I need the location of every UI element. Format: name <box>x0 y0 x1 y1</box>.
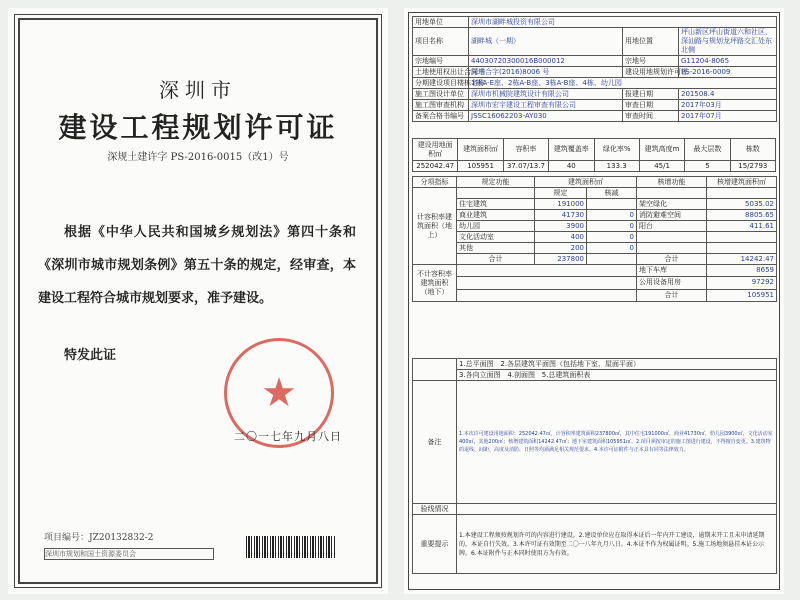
val-coverage: 40 <box>549 161 594 172</box>
sum-value: 237800 <box>535 254 587 265</box>
hdr-height: 建筑高度m <box>639 139 684 161</box>
label-report-date: 报建日期 <box>623 89 679 100</box>
label-reminder: 重要提示 <box>413 515 457 574</box>
hdr-area: 建筑面积㎡ <box>535 177 637 188</box>
added-function-name: 消防避难空间 <box>637 210 707 221</box>
project-name: 湖畔城（一期） <box>469 28 623 56</box>
label-land-contract: 土地使用权出让合同书 <box>413 67 469 78</box>
hdr-function: 规定功能 <box>457 177 535 188</box>
special-issue-text: 特发此证 <box>64 348 117 363</box>
hdr-added-function: 核增功能 <box>637 177 707 188</box>
function-reduced: 0 <box>587 232 637 243</box>
annex-list-2 <box>457 370 777 381</box>
land-permit: PS-2016-0009 <box>679 67 777 78</box>
function-area: 41730 <box>535 210 587 221</box>
city-name: 深圳市 <box>159 78 237 102</box>
sum-label-right: 合计 <box>637 254 707 265</box>
label-parcel-no: 宗地号 <box>623 56 679 67</box>
annex-list <box>457 359 777 370</box>
val-floor-area: 105951 <box>458 161 503 172</box>
added-function-area: 411.61 <box>707 221 777 232</box>
function-area-table <box>412 176 777 302</box>
official-red-seal: ★ <box>224 338 334 448</box>
function-reduced: 0 <box>587 221 637 232</box>
project-info-table <box>412 16 777 122</box>
function-reduced: 0 <box>587 243 637 254</box>
parcel-code: 44030720300016B000012 <box>469 56 623 67</box>
function-name: 住宅建筑 <box>457 199 535 210</box>
verify-value <box>457 504 777 515</box>
function-area: 191000 <box>535 199 587 210</box>
function-area: 200 <box>535 243 587 254</box>
permit-body-text: 根据《中华人民共和国城乡规划法》第四十条和《深圳市城市规划条例》第五十条的规定，经审查，本建设工程符合城市规划要求，准予建设。 <box>38 225 356 306</box>
under-value: 8659 <box>707 265 777 277</box>
certificate-detail-page <box>404 8 784 594</box>
function-name: 幼儿园 <box>457 221 535 232</box>
permit-code: 深规土建许字 PS-2016-0015（改1）号 <box>107 152 289 163</box>
label-under-ground: 不计容积率建筑面积（地下） <box>413 265 457 302</box>
sum-right-value: 14242.47 <box>707 254 777 265</box>
val-building-count: 15/2793 <box>730 161 775 172</box>
hdr-green-rate: 绿化率% <box>594 139 639 161</box>
label-verify: 验线情况 <box>413 504 457 515</box>
hdr-land-area: 建设用地面积㎡ <box>413 139 458 161</box>
added-function-name: 架空绿化 <box>637 199 707 210</box>
sub-reduced: 核减 <box>587 188 637 199</box>
indicators-table <box>412 138 776 172</box>
annex-notes-table <box>412 358 777 574</box>
label-land-permit: 建设用地规划许可证 <box>623 67 679 78</box>
added-function-area: 5035.02 <box>707 199 777 210</box>
land-unit: 深圳市湖畔城投资有限公司 <box>469 17 777 28</box>
authority-stamp: 深圳市规划和国土资源委员会 <box>44 548 214 560</box>
label-buildings: 分期建设项目楼栋名称 <box>413 78 469 89</box>
label-land-unit: 用地单位 <box>413 17 469 28</box>
under-item: 地下车库 <box>637 265 707 277</box>
function-area: 3900 <box>535 221 587 232</box>
label-review-unit: 施工图审查机构 <box>413 100 469 111</box>
hdr-building-count: 栋数 <box>730 139 775 161</box>
land-contract: 深地合字(2016)8006 号 <box>469 67 623 78</box>
val-height: 45/1 <box>639 161 684 172</box>
parcel-no: G11204-8065 <box>679 56 777 67</box>
hdr-floor-area: 建筑面积㎡ <box>458 139 503 161</box>
label-location: 用地位置 <box>623 28 679 56</box>
annex-item: 2.各层建筑平面图（包括地下室、屋面平面） <box>500 359 641 368</box>
project-number: 项目编号：JZ20132832-2 <box>44 533 154 543</box>
function-area: 400 <box>535 232 587 243</box>
review-unit: 深圳市宏宇建设工程审查有限公司 <box>469 100 623 111</box>
annex-item: 5.总建筑面积表 <box>541 370 591 379</box>
under-sum-value: 105951 <box>707 289 777 301</box>
hdr-item: 分项指标 <box>413 177 457 188</box>
under-sum-label: 合计 <box>637 289 707 301</box>
label-review-date: 审查日期 <box>623 100 679 111</box>
function-name: 其他 <box>457 243 535 254</box>
under-value: 97292 <box>707 277 777 289</box>
val-land-area: 252042.47 <box>413 161 458 172</box>
annex-item: 3.各向立面图 <box>459 370 501 379</box>
buildings: 1栋A-E座、2栋A-B座、3栋A-B座、4栋、幼儿园 <box>469 78 777 89</box>
hdr-plot-ratio: 容积率 <box>503 139 548 161</box>
review-date: 2017年03月 <box>679 100 777 111</box>
report-date: 201508.4 <box>679 89 777 100</box>
review-time: 2017年07月 <box>679 111 777 122</box>
hdr-max-floors: 最大层数 <box>685 139 730 161</box>
hdr-added-area: 核增建筑面积㎡ <box>707 177 777 188</box>
val-green-rate: 133.3 <box>594 161 639 172</box>
sub-specified: 规定 <box>535 188 587 199</box>
val-max-floors: 5 <box>685 161 730 172</box>
notes-text: 1.本次许可建设用地面积：252042.47㎡，计容积率建筑面积237800㎡，其中住宅191000㎡，商业41730㎡，幼儿园3900㎡，文化活动室400㎡，其他200㎡；核增建筑面积14242.47㎡；地下室建筑面积105951㎡。2.项目须按审定的施工图进行建设，不得擅自变更。3.建筑物的退线、间距、高度及消防、日照等均须满足相关规范要求。4.本许可证附件与正本具有同等法律效力。 <box>457 381 777 504</box>
label-review-time: 审查时间 <box>623 111 679 122</box>
label-annex <box>413 359 457 381</box>
permit-title: 建设工程规划许可证 <box>58 111 338 144</box>
reminder-text: 1.本建设工程须按规划许可的内容进行建设。2.建设单位应在取得本证后一年内开工建设，逾期未开工且未申请延期的，本证自行失效。3.本许可证有效期至二〇一八年九月八日。4.本证不作为权属证明。5.施工场地须悬挂本证公示牌。6.本证附件与正本同时使用方为有效。 <box>457 515 777 574</box>
val-plot-ratio: 37.07/13.7 <box>503 161 548 172</box>
record-no: JSSC16062203-AY030 <box>469 111 623 122</box>
added-function-area: 8805.65 <box>707 210 777 221</box>
design-unit: 深圳市机械院建筑设计有限公司 <box>469 89 623 100</box>
label-record-no: 备案合格书编号 <box>413 111 469 122</box>
hdr-coverage: 建筑覆盖率 <box>549 139 594 161</box>
location: 坪山新区坪山街道六和社区，深汕路与规划龙坪路交汇处东北侧 <box>679 28 777 56</box>
label-design-unit: 施工图设计单位 <box>413 89 469 100</box>
certificate-front-page <box>8 8 388 594</box>
label-project-name: 项目名称 <box>413 28 469 56</box>
function-reduced: 0 <box>587 210 637 221</box>
function-name: 商业建筑 <box>457 210 535 221</box>
annex-item: 1.总平面图 <box>459 359 494 368</box>
label-parcel-code: 宗地编号 <box>413 56 469 67</box>
barcode-icon <box>246 536 336 558</box>
label-above-ground: 计容积率建筑面积（地上） <box>413 188 457 265</box>
label-notes: 备注 <box>413 381 457 504</box>
function-reduced <box>587 199 637 210</box>
under-item: 公用设备用房 <box>637 277 707 289</box>
sum-label: 合计 <box>457 254 535 265</box>
added-function-name: 阳台 <box>637 221 707 232</box>
function-name: 文化活动室 <box>457 232 535 243</box>
annex-item: 4.剖面图 <box>507 370 536 379</box>
issue-date: 二〇一七年九月八日 <box>234 430 342 443</box>
